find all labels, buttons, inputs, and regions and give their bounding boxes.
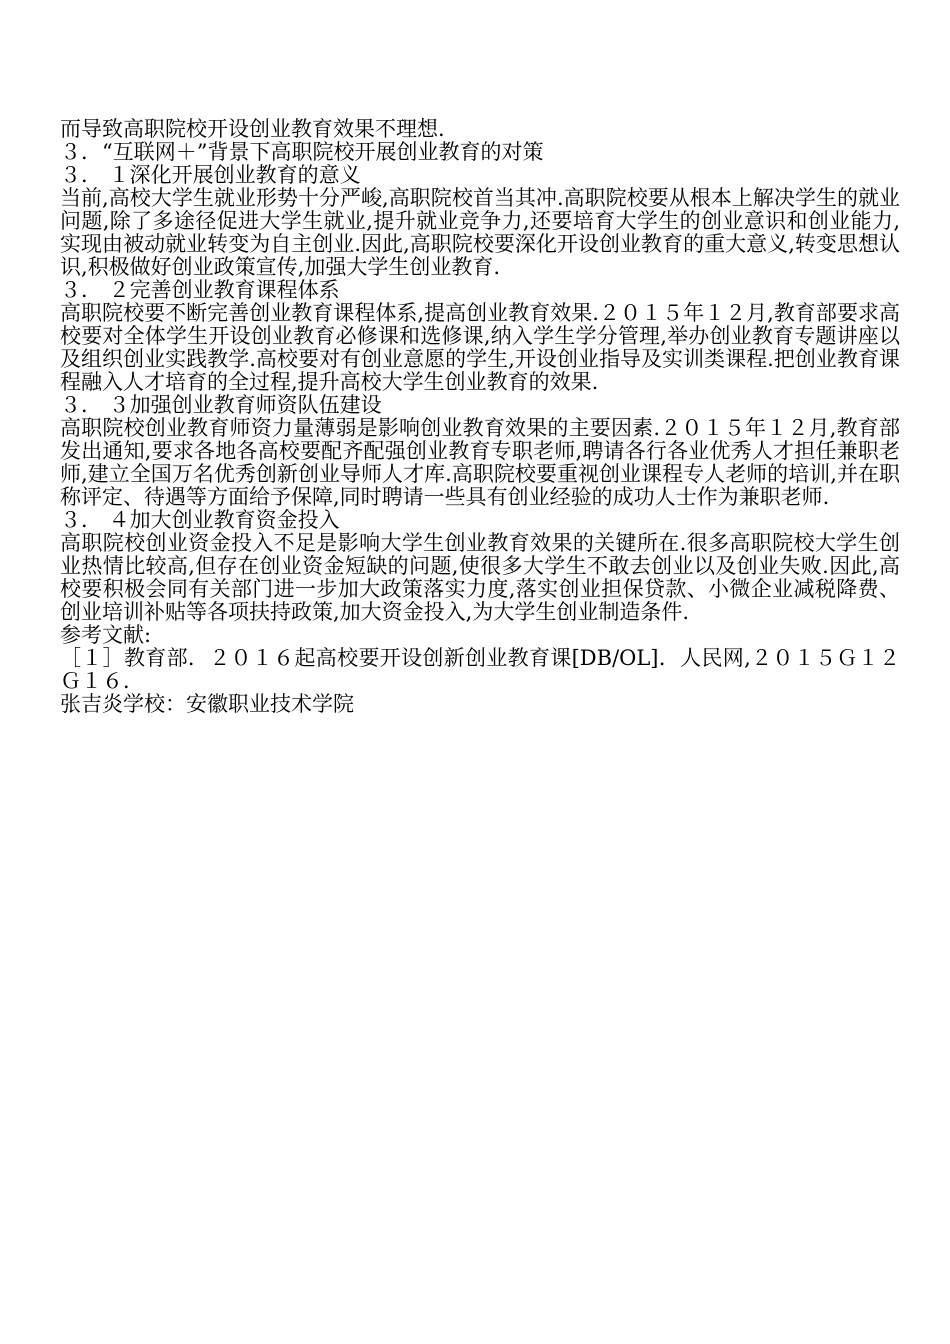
subsection-heading-3-2: ３． ２完善创业教育课程体系 — [60, 278, 340, 302]
subsection-heading-3-1: ３． １深化开展创业教育的意义 — [60, 163, 361, 187]
author-affiliation: 张吉炎学校：安徽职业技术学院 — [60, 692, 354, 716]
document-body — [60, 118, 900, 716]
paragraph-3-2: 高职院校要不断完善创业教育课程体系,提高创业教育效果.２０１５年１２月,教育部要求高校要对全体学生开设创业教育必修课和选修课,纳入学生学分管理,举办创业教育专题讲座以及组织创业实践教学.高校要对有创业意愿的学生,开设创业指导及实训类课程.把创业教育课程融入人才培育的全过程,提升高校大学生创业教育的效果. — [60, 301, 900, 394]
reference-item-1: ［１］教育部．２０１６起高校要开设创新创业教育课[DB/OL]．人民网,２０１５Ｇ１２Ｇ１６． — [60, 646, 900, 693]
paragraph-3-3: 高职院校创业教育师资力量薄弱是影响创业教育效果的主要因素.２０１５年１２月,教育部发出通知,要求各地各高校要配齐配强创业教育专职老师,聘请各行各业优秀人才担任兼职老师,建立全国万名优秀创新创业导师人才库.高职院校要重视创业课程专人老师的培训,并在职称评定、待遇等方面给予保障,同时聘请一些具有创业经验的成功人士作为兼职老师. — [60, 416, 900, 509]
section-heading-3: ３．“互联网＋”背景下高职院校开展创业教育的对策 — [60, 140, 544, 164]
references-heading: 参考文献: — [60, 623, 152, 647]
subsection-heading-3-4: ３． ４加大创业教育资金投入 — [60, 508, 340, 532]
paragraph-continuation: 而导致高职院校开设创业教育效果不理想. — [60, 117, 445, 141]
paragraph-3-1: 当前,高校大学生就业形势十分严峻,高职院校首当其冲.高职院校要从根本上解决学生的就业问题,除了多途径促进大学生就业,提升就业竞争力,还要培育大学生的创业意识和创业能力,实现由被动就业转变为自主创业.因此,高职院校要深化开设创业教育的重大意义,转变思想认识,积极做好创业政策宣传,加强大学生创业教育. — [60, 186, 900, 279]
paragraph-3-4: 高职院校创业资金投入不足是影响大学生创业教育效果的关键所在.很多高职院校大学生创业热情比较高,但存在创业资金短缺的问题,使很多大学生不敢去创业以及创业失败.因此,高校要积极会同有关部门进一步加大政策落实力度,落实创业担保贷款、小微企业减税降费、创业培训补贴等各项扶持政策,加大资金投入,为大学生创业制造条件. — [60, 531, 900, 624]
subsection-heading-3-3: ３． ３加强创业教育师资队伍建设 — [60, 393, 382, 417]
